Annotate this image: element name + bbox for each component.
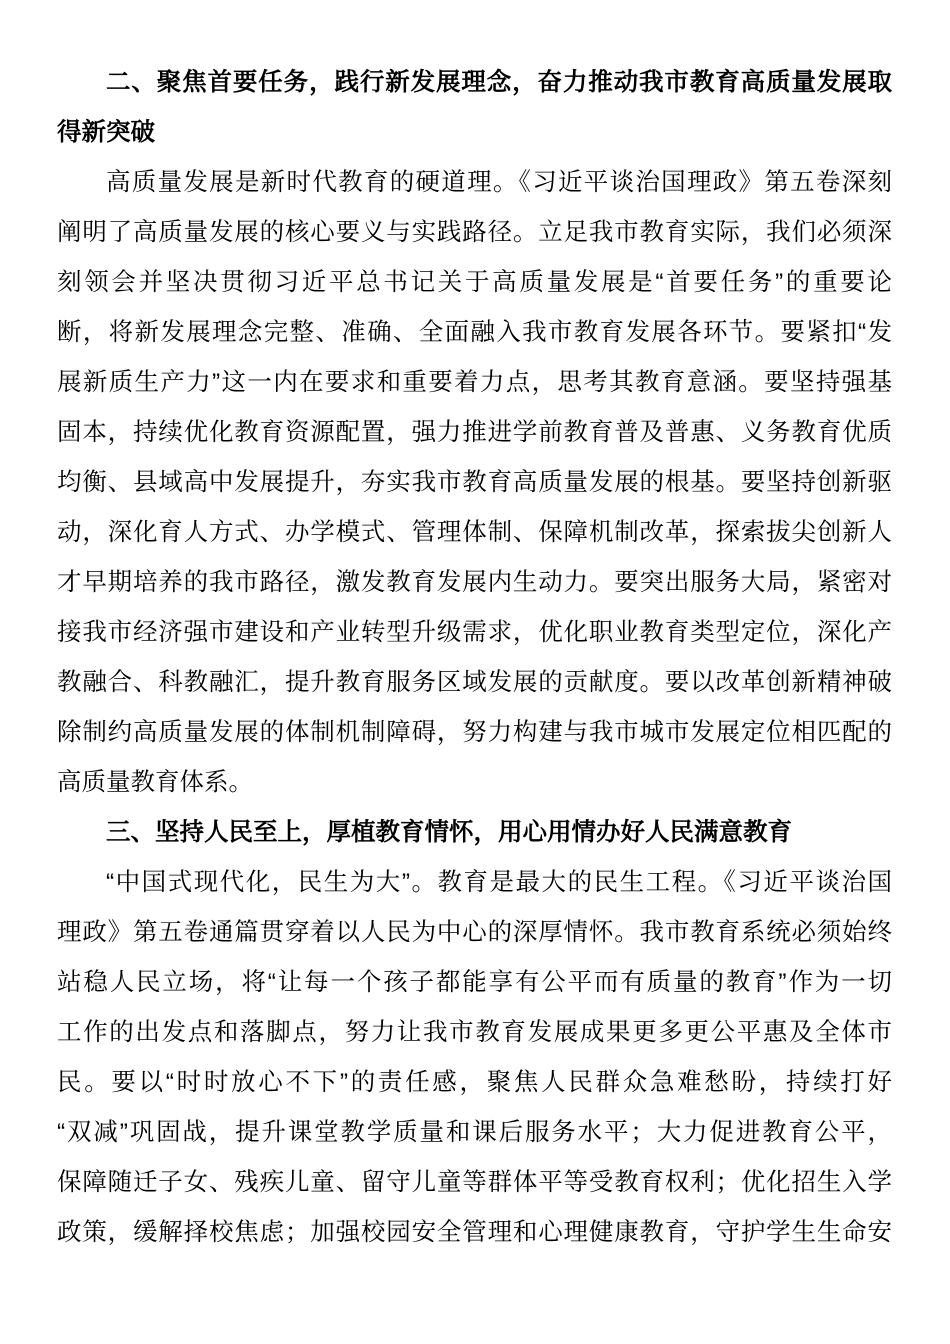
body-line: 教融合、科教融汇，提升教育服务区域发展的贡献度。要以改革创新精神破 [57,669,892,696]
body-line: 政策，缓解择校焦虑；加强校园安全管理和心理健康教育，守护学生生命安 [57,1219,892,1246]
body-line: 保障随迁子女、残疾儿童、留守儿童等群体平等受教育权利；优化招生入学 [57,1169,892,1196]
section-heading [57,58,892,158]
body-line: 工作的出发点和落脚点，努力让我市教育发展成果更多更公平惠及全体市 [57,1019,892,1046]
document-content [57,58,892,1258]
body-line: “双减”巩固战，提升课堂教学质量和课后服务水平；大力促进教育公平， [57,1119,892,1146]
body-line: 展新质生产力”这一内在要求和重要着力点，思考其教育意涵。要坚持强基 [57,369,892,396]
body-line: 动，深化育人方式、办学模式、管理体制、保障机制改革，探索拔尖创新人 [57,519,892,546]
body-line: 站稳人民立场，将“让每一个孩子都能享有公平而有质量的教育”作为一切 [57,969,892,996]
body-line: 阐明了高质量发展的核心要义与实践路径。立足我市教育实际，我们必须深 [57,219,892,246]
heading-line: 三、坚持人民至上，厚植教育情怀，用心用情办好人民满意教育 [106,819,792,846]
body-line: 理政》第五卷通篇贯穿着以人民为中心的深厚情怀。我市教育系统必须始终 [57,919,892,946]
body-line: 均衡、县域高中发展提升，夯实我市教育高质量发展的根基。要坚持创新驱 [57,469,892,496]
body-line: “中国式现代化，民生为大”。教育是最大的民生工程。《习近平谈治国 [106,869,892,896]
body-line: 高质量发展是新时代教育的硬道理。《习近平谈治国理政》第五卷深刻 [106,169,892,196]
body-line: 才早期培养的我市路径，激发教育发展内生动力。要突出服务大局，紧密对 [57,569,892,596]
body-paragraph [57,858,892,1258]
body-paragraph [57,158,892,808]
body-line: 除制约高质量发展的体制机制障碍，努力构建与我市城市发展定位相匹配的 [57,719,892,746]
heading-line: 二、聚焦首要任务，践行新发展理念，奋力推动我市教育高质量发展取 [106,69,892,96]
heading-line: 得新突破 [57,119,155,146]
body-line: 刻领会并坚决贯彻习近平总书记关于高质量发展是“首要任务”的重要论 [57,269,892,296]
body-line: 接我市经济强市建设和产业转型升级需求，优化职业教育类型定位，深化产 [57,619,892,646]
section-heading [57,808,892,858]
body-line: 高质量教育体系。 [57,769,253,796]
body-line: 断，将新发展理念完整、准确、全面融入我市教育发展各环节。要紧扣“发 [57,319,892,346]
body-line: 民。要以“时时放心不下”的责任感，聚焦人民群众急难愁盼，持续打好 [57,1069,892,1096]
body-line: 固本，持续优化教育资源配置，强力推进学前教育普及普惠、义务教育优质 [57,419,892,446]
